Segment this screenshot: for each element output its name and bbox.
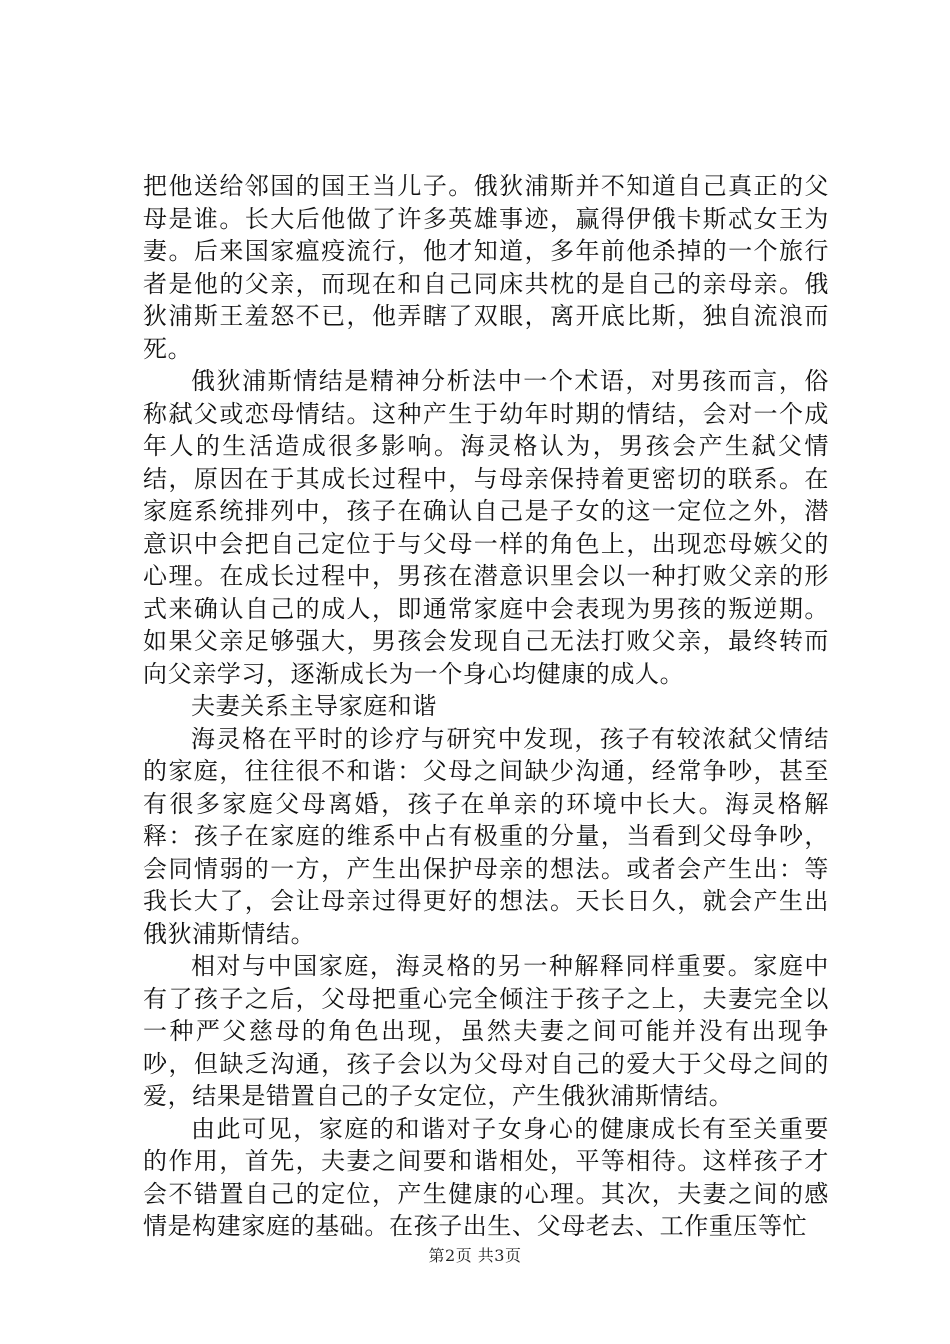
paragraph-conclusion: 由此可见，家庭的和谐对子女身心的健康成长有至关重要的作用，首先，夫妻之间要和谐相处，平等相待。这样孩子才会不错置自己的定位，产生健康的心理。其次，夫妻之间的感情是构建家庭的基础。在孩子出生、父母老去、工作重压等忙	[143, 1114, 829, 1240]
document-body	[143, 170, 829, 1243]
paragraph-chinese-families: 相对与中国家庭，海灵格的另一种解释同样重要。家庭中有了孩子之后，父母把重心完全倾注于孩子之上，夫妻完全以一种严父慈母的角色出现，虽然夫妻之间可能并没有出现争吵，但缺乏沟通，孩子会以为父母对自己的爱大于父母之间的爱，结果是错置自己的子女定位，产生俄狄浦斯情结。	[143, 952, 829, 1110]
paragraph-story-ending: 把他送给邻国的国王当儿子。俄狄浦斯并不知道自己真正的父母是谁。长大后他做了许多英雄事迹，赢得伊俄卡斯忒女王为妻。后来国家瘟疫流行，他才知道，多年前他杀掉的一个旅行者是他的父亲，而现在和自己同床共枕的是自己的亲母亲。俄狄浦斯王羞怒不已，他弄瞎了双眼，离开底比斯，独自流浪而死。	[143, 172, 829, 363]
page-number-footer: 第2页 共3页	[428, 1246, 522, 1265]
paragraph-hellinger-findings: 海灵格在平时的诊疗与研究中发现，孩子有较浓弑父情结的家庭，往往很不和谐：父母之间缺少沟通，经常争吵，甚至有很多家庭父母离婚，孩子在单亲的环境中长大。海灵格解释：孩子在家庭的维系中占有极重的分量，当看到父母争吵，会同情弱的一方，产生出保护母亲的想法。或者会产生出：等我长大了，会让母亲过得更好的想法。天长日久，就会产生出俄狄浦斯情结。	[143, 724, 829, 948]
section-heading: 夫妻关系主导家庭和谐	[191, 692, 437, 720]
paragraph-oedipus-complex: 俄狄浦斯情结是精神分析法中一个术语，对男孩而言，俗称弑父或恋母情结。这种产生于幼年时期的情结，会对一个成年人的生活造成很多影响。海灵格认为，男孩会产生弑父情结，原因在于其成长过程中，与母亲保持着更密切的联系。在家庭系统排列中，孩子在确认自己是子女的这一定位之外，潜意识中会把自己定位于与父母一样的角色上，出现恋母嫉父的心理。在成长过程中，男孩在潜意识里会以一种打败父亲的形式来确认自己的成人，即通常家庭中会表现为男孩的叛逆期。如果父亲足够强大，男孩会发现自己无法打败父亲，最终转而向父亲学习，逐渐成长为一个身心均健康的成人。	[143, 367, 829, 688]
